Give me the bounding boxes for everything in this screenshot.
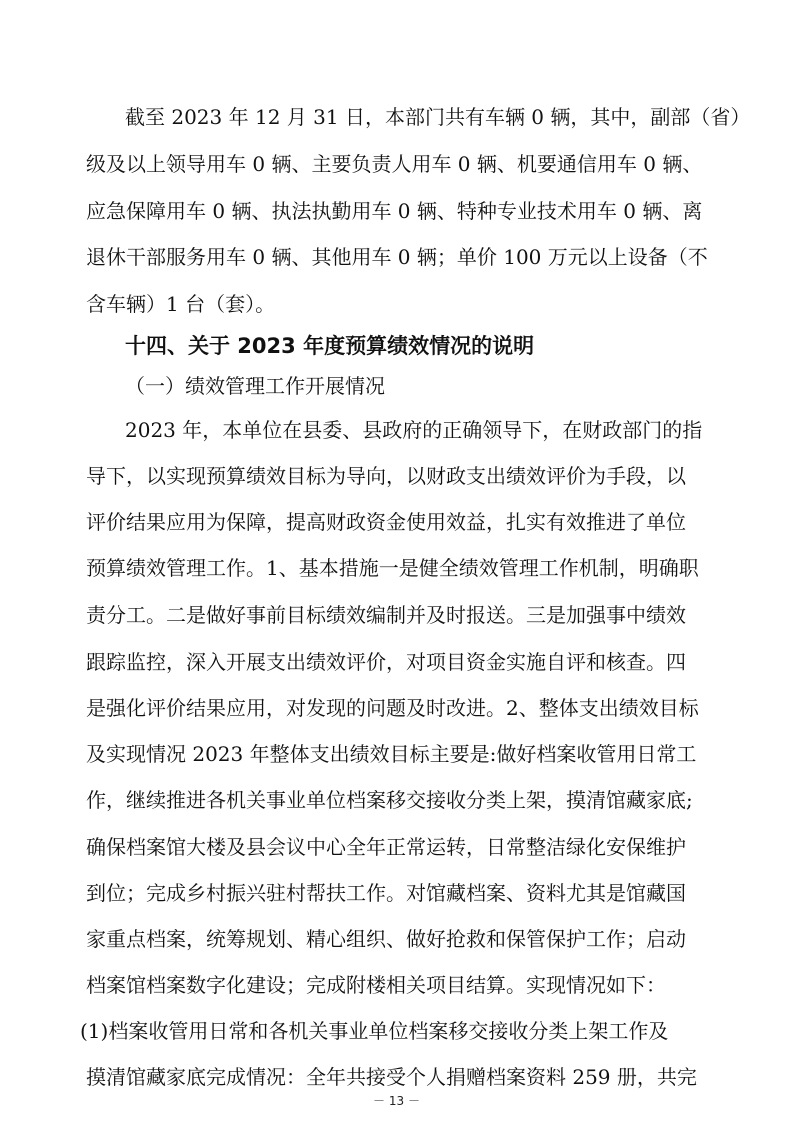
paragraph-line: 退休干部服务用车 0 辆、其他用车 0 辆；单价 100 万元以上设备（不 [86, 245, 708, 269]
paragraph-line: 级及以上领导用车 0 辆、主要负责人用车 0 辆、机要通信用车 0 辆、 [86, 152, 703, 176]
paragraph-line: 摸清馆藏家底完成情况：全年共接受个人捐赠档案资料 259 册，共完 [86, 1065, 697, 1089]
paragraph-line: 应急保障用车 0 辆、执法执勤用车 0 辆、特种专业技术用车 0 辆、离 [86, 199, 703, 223]
paragraph-line: 责分工。二是做好事前目标绩效编制并及时报送。三是加强事中绩效 [86, 603, 686, 627]
paragraph-line: 2023 年，本单位在县委、县政府的正确领导下，在财政部门的指 [125, 418, 703, 442]
paragraph-line: 及实现情况 2023 年整体支出绩效目标主要是:做好档案收管用日常工 [86, 742, 697, 766]
paragraph-line: 档案馆档案数字化建设；完成附楼相关项目结算。实现情况如下： [86, 973, 666, 997]
paragraph-line: 截至 2023 年 12 月 31 日，本部门共有车辆 0 辆，其中，副部（省） [125, 105, 751, 129]
paragraph-line: (1)档案收管用日常和各机关事业单位档案移交接收分类上架工作及 [80, 1019, 669, 1043]
page-number: － 13 － [373, 1094, 420, 1108]
paragraph-line: 到位；完成乡村振兴驻村帮扶工作。对馆藏档案、资料尤其是馆藏国 [86, 881, 686, 905]
paragraph-line: 作，继续推进各机关事业单位档案移交接收分类上架，摸清馆藏家底; [86, 788, 693, 812]
subsection-heading: （一）绩效管理工作开展情况 [125, 374, 385, 398]
paragraph-line: 导下，以实现预算绩效目标为导向，以财政支出绩效评价为手段，以 [86, 464, 686, 488]
paragraph-line: 评价结果应用为保障，提高财政资金使用效益，扎实有效推进了单位 [86, 510, 686, 534]
paragraph-line: 预算绩效管理工作。1、基本措施一是健全绩效管理工作机制，明确职 [86, 556, 699, 580]
paragraph-line: 跟踪监控，深入开展支出绩效评价，对项目资金实施自评和核查。四 [86, 650, 686, 674]
paragraph-line: 含车辆）1 台（套）。 [86, 292, 276, 316]
paragraph-line: 家重点档案，统筹规划、精心组织、做好抢救和保管保护工作；启动 [86, 927, 686, 951]
paragraph-line: 是强化评价结果应用，对发现的问题及时改进。2、整体支出绩效目标 [86, 696, 699, 720]
section-heading: 十四、关于 2023 年度预算绩效情况的说明 [125, 334, 535, 358]
paragraph-line: 确保档案馆大楼及县会议中心全年正常运转，日常整洁绿化安保维护 [86, 835, 686, 859]
